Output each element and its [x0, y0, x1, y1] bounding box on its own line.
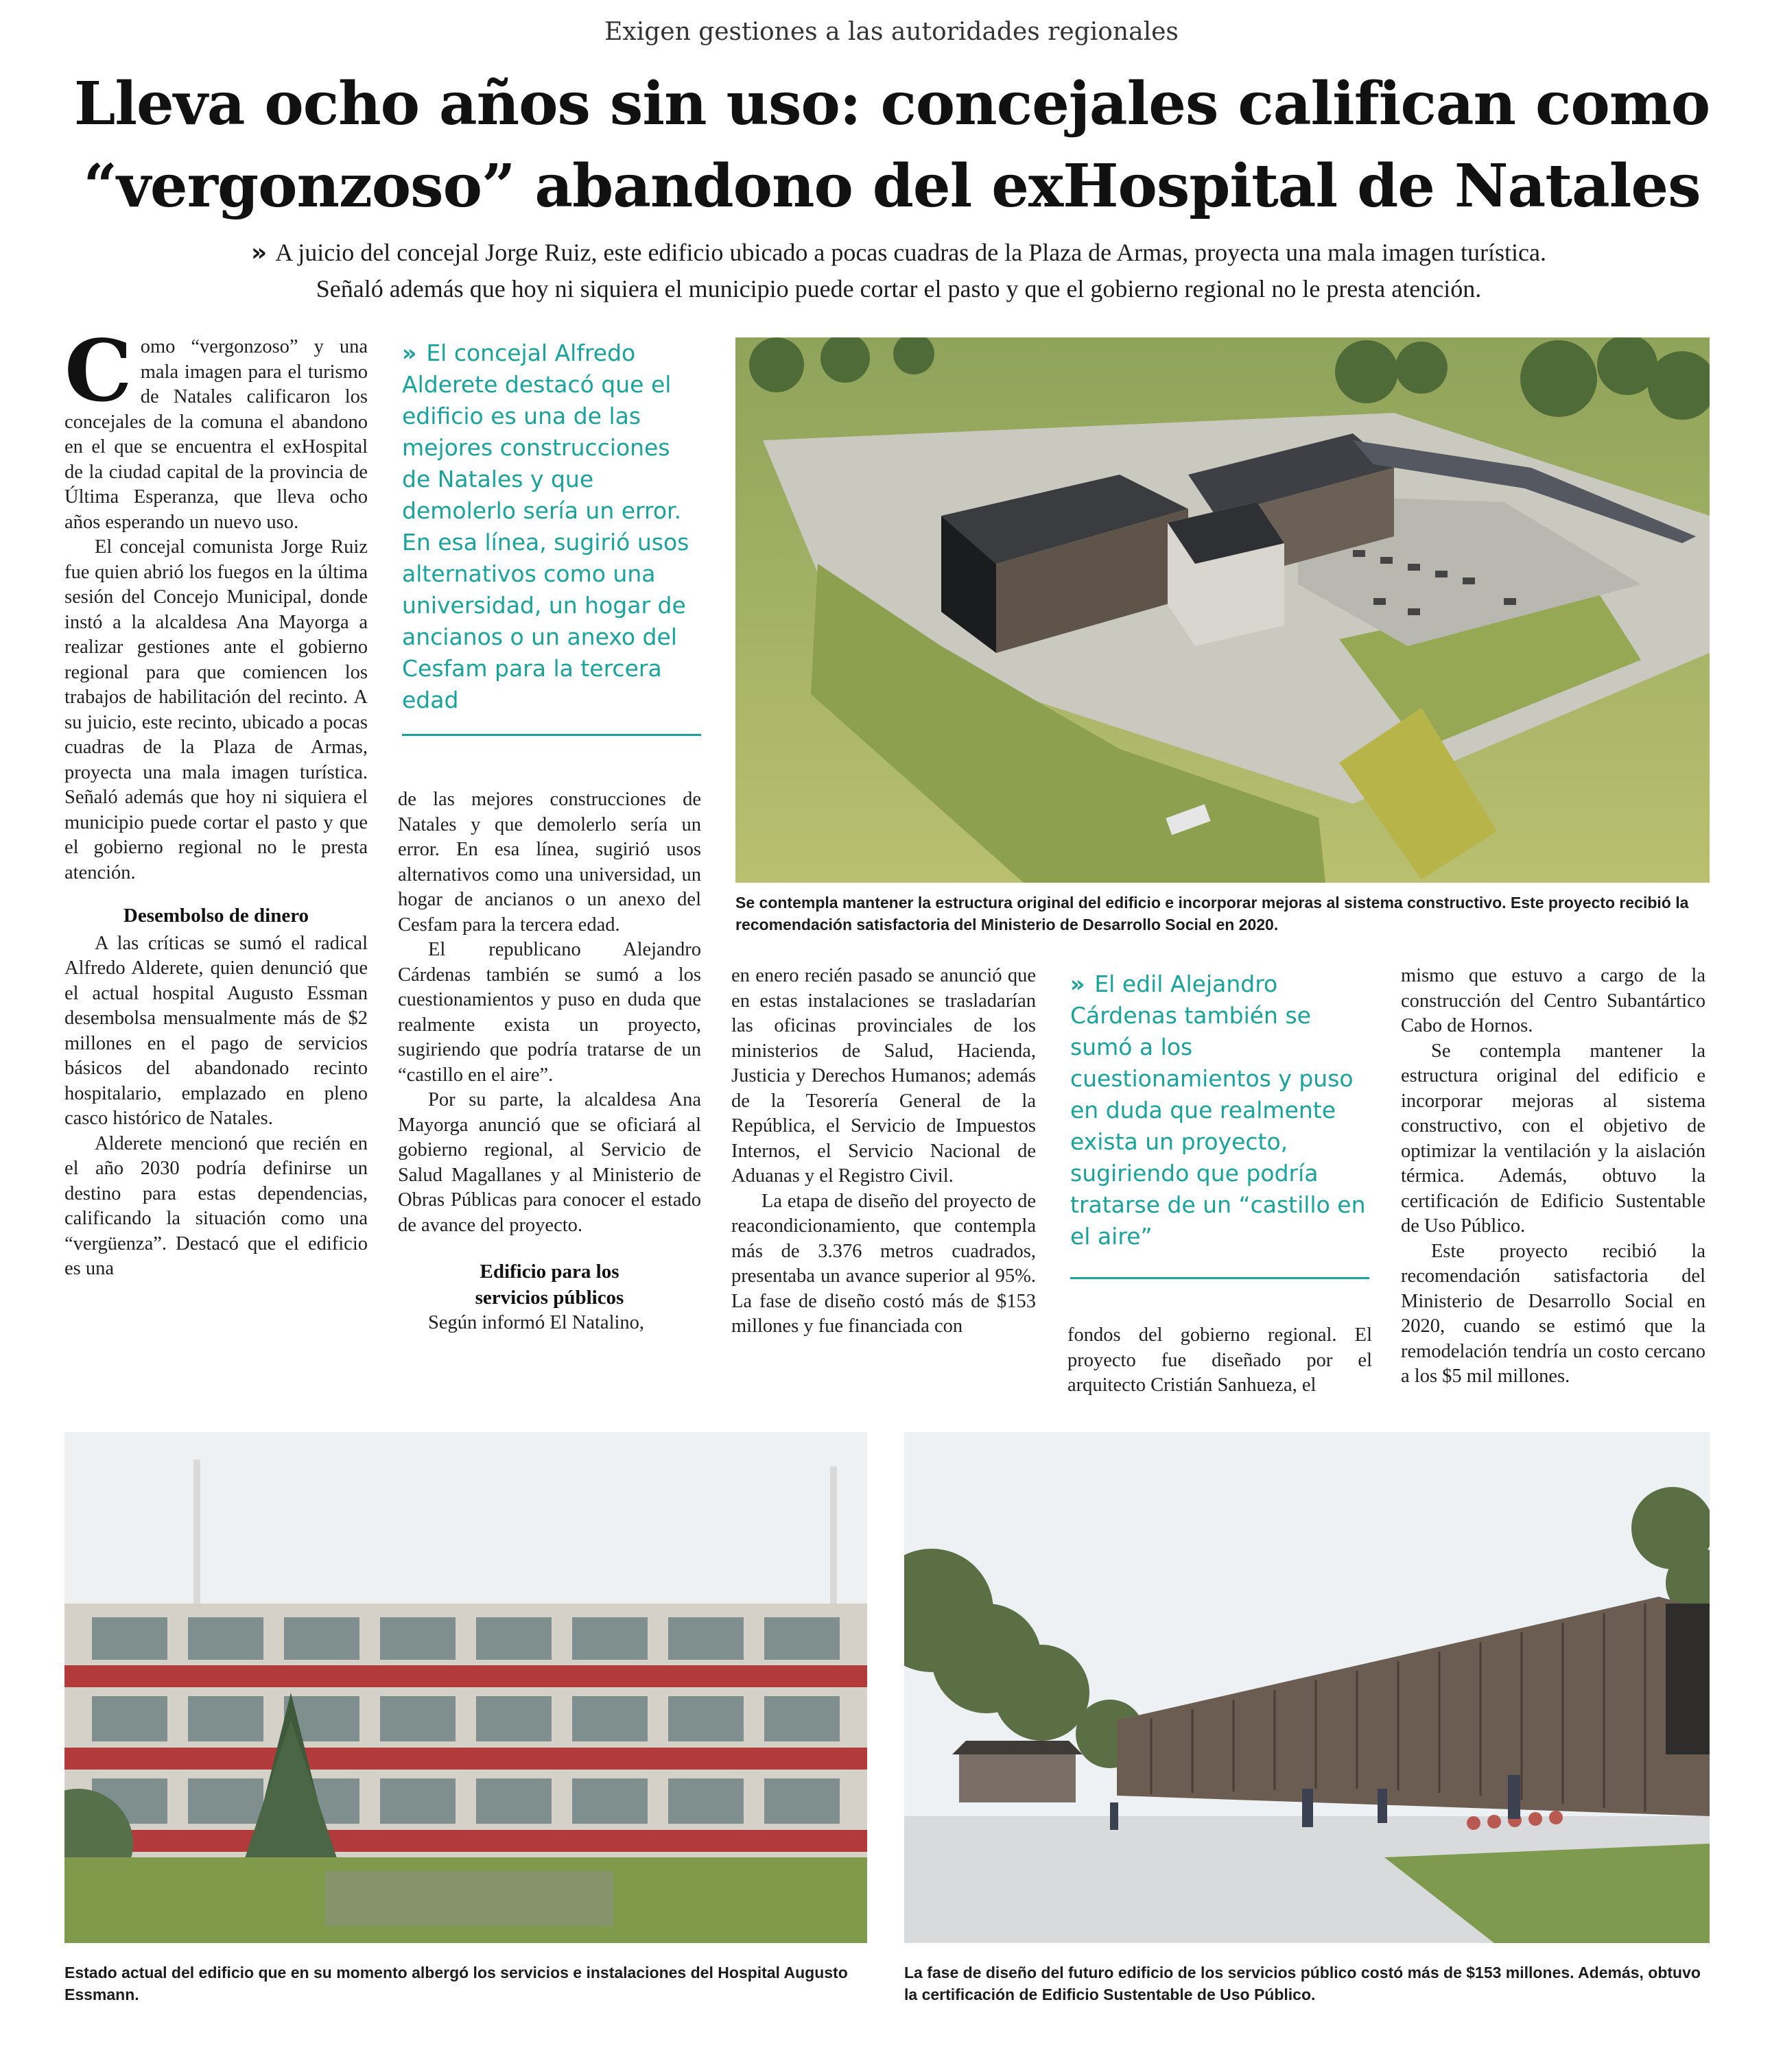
paragraph: La etapa de diseño del proyecto de reacondicionamiento, que contempla más de 3.376 metros cuadrados, presentaba un avance superior al 95%. La fase de diseño costó más de $153 millones y fue financiada con: [731, 1190, 1036, 1337]
body-column-2: [398, 787, 701, 1391]
chevron-icon: »: [251, 239, 268, 267]
paragraph: A las críticas se sumó el radical Alfredo Alderete, quien denunció que el actual hospital Augusto Essman desembolsa mensualmente más de $2 millones en el pago de servicios básicos del abandonado recinto hospitalario, emplazado en pleno casco histórico de Natales.: [64, 932, 368, 1129]
pull-quote-text: El concejal Alfredo Alderete destacó que el edificio es una de las mejores construcciones de Natales y que demolerlo sería un error. En esa línea, sugirió usos alternativos como una universidad, un hogar de ancianos o un anexo del Cesfam para la tercera edad: [402, 340, 689, 713]
deck-text-1: A juicio del concejal Jorge Ruiz, este edificio ubicado a pocas cuadras de la Plaza de Armas, proyecta una mala imagen turística.: [275, 239, 1546, 266]
paragraph: El republicano Alejandro Cárdenas también se sumó a los cuestionamientos y puso en duda que realmente exista un proyecto, sugiriendo que podría tratarse de un “castillo en el aire”.: [398, 939, 701, 1086]
paragraph: mismo que estuvo a cargo de la construcción del Centro Subantártico Cabo de Hornos.: [1401, 965, 1705, 1036]
caption-aerial: Se contempla mantener la estructura original del edificio e incorporar mejoras al sistema constructivo. Este proyecto recibió la recomendación satisfactoria del Ministerio de Desarrollo Social en 2020.: [735, 894, 1689, 933]
dropcap: C: [64, 335, 132, 421]
paragraph: fondos del gobierno regional. El proyecto fue diseñado por el arquitecto Cristián Sanhueza, el: [1067, 1324, 1372, 1396]
headline: [41, 63, 1743, 228]
current-building-photo: [64, 1432, 867, 1943]
subhead-desembolso: Desembolso de dinero: [123, 905, 309, 927]
kicker: Exigen gestiones a las autoridades regionales: [604, 18, 1179, 46]
chevron-icon: »: [1070, 970, 1085, 997]
paragraph: de las mejores construcciones de Natales y que demolerlo sería un error. En esa línea, sugirió usos alternativos como una universidad, un hogar de ancianos o un anexo del Cesfam para la tercera edad.: [398, 789, 701, 936]
aerial-render-illustration: [735, 337, 1710, 883]
paragraph: Se contempla mantener la estructura original del edificio e incorporar mejoras al sistema constructivo, con el objetivo de optimizar la ventilación y la aislación térmica. Además, obtuvo la certificación de Edificio Sustentable de Uso Público.: [1401, 1040, 1705, 1237]
paragraph: Este proyecto recibió la recomendación satisfactoria del Ministerio de Desarrollo Social en 2020, cuando se estimó que la remodelación tendría un costo cercano a los $5 mil millones.: [1401, 1240, 1705, 1387]
body-column-1: [64, 335, 368, 1391]
pull-quote-alderete: [402, 337, 697, 715]
aerial-render-photo: [735, 337, 1710, 883]
headline-line-1: Lleva ocho años sin uso: concejales califican como: [73, 69, 1710, 139]
deck-line-1: [82, 235, 1715, 271]
caption-current-building: Estado actual del edificio que en su momento albergó los servicios e instalaciones del Hospital Augusto Essmann.: [64, 1964, 848, 2003]
paragraph: Como “vergonzoso” y una mala imagen para el turismo de Natales calificaron los concejales de la comuna el abandono en el que se encuentra el exHospital de la ciudad capital de la provincia de Última Esperanza, que lleva ocho años esperando un nuevo uso.: [64, 335, 368, 533]
paragraph: El concejal comunista Jorge Ruiz fue quien abrió los fuegos en la última sesión del Concejo Municipal, donde instó a la alcaldesa Ana Mayorga a realizar gestiones ante el gobierno regional para que comiencen los trabajos de habilitación del recinto. A su juicio, este recinto, ubicado a pocas cuadras de la Plaza de Armas, proyecta una mala imagen turística. Señaló además que hoy ni siquiera el municipio puede cortar el pasto y que el gobierno regional no le presta atención.: [64, 536, 368, 883]
current-building-illustration: [64, 1432, 867, 1943]
body-column-4: [1067, 1323, 1372, 1398]
subhead-edificio: Edificio para los servicios públicos: [475, 1261, 624, 1309]
body-column-5: [1401, 964, 1705, 1403]
deck-line-2: Señaló además que hoy ni siquiera el municipio puede cortar el pasto y que el gobierno regional no le presta atención.: [316, 275, 1482, 302]
deck: [82, 235, 1715, 307]
pull-quote-text: El edil Alejandro Cárdenas también se sumó a los cuestionamientos y puso en duda que realmente exista un proyecto, sugiriendo que podría tratarse de un “castillo en el aire”: [1070, 970, 1366, 1250]
pull-quote-rule: [402, 734, 701, 736]
paragraph: Según informó El Natalino,: [428, 1312, 645, 1333]
paragraph: en enero recién pasado se anunció que en estas instalaciones se trasladarían las oficinas provinciales de los ministerios de Salud, Hacienda, Justicia y Derechos Humanos; además de la Tesorería General de la República, el Servicio de Impuestos Internos, el Servicio Nacional de Aduanas y el Registro Civil.: [731, 965, 1036, 1187]
paragraph: Alderete mencionó que recién en el año 2030 podría definirse un destino para estas dependencias, calificando la situación como una “vergüenza”. Destacó que el edificio es una: [64, 1132, 368, 1279]
headline-line-2: “vergonzoso” abandono del exHospital de Natales: [83, 152, 1701, 221]
pull-quote-cardenas: [1070, 968, 1372, 1270]
body-column-3: [731, 964, 1036, 1403]
future-building-render: [904, 1432, 1710, 1943]
paragraph: Por su parte, la alcaldesa Ana Mayorga anunció que se oficiará al gobierno regional, al Servicio de Salud Magallanes y al Ministerio de Obras Públicas para conocer el estado de avance del proyecto.: [398, 1089, 701, 1236]
chevron-icon: »: [402, 340, 417, 366]
future-building-illustration: [904, 1432, 1710, 1943]
caption-future-render: La fase de diseño del futuro edificio de los servicios público costó más de $153 millones. Además, obtuvo la certificación de Edificio Sustentable de Uso Público.: [904, 1964, 1701, 2003]
pull-quote-rule: [1070, 1277, 1369, 1279]
